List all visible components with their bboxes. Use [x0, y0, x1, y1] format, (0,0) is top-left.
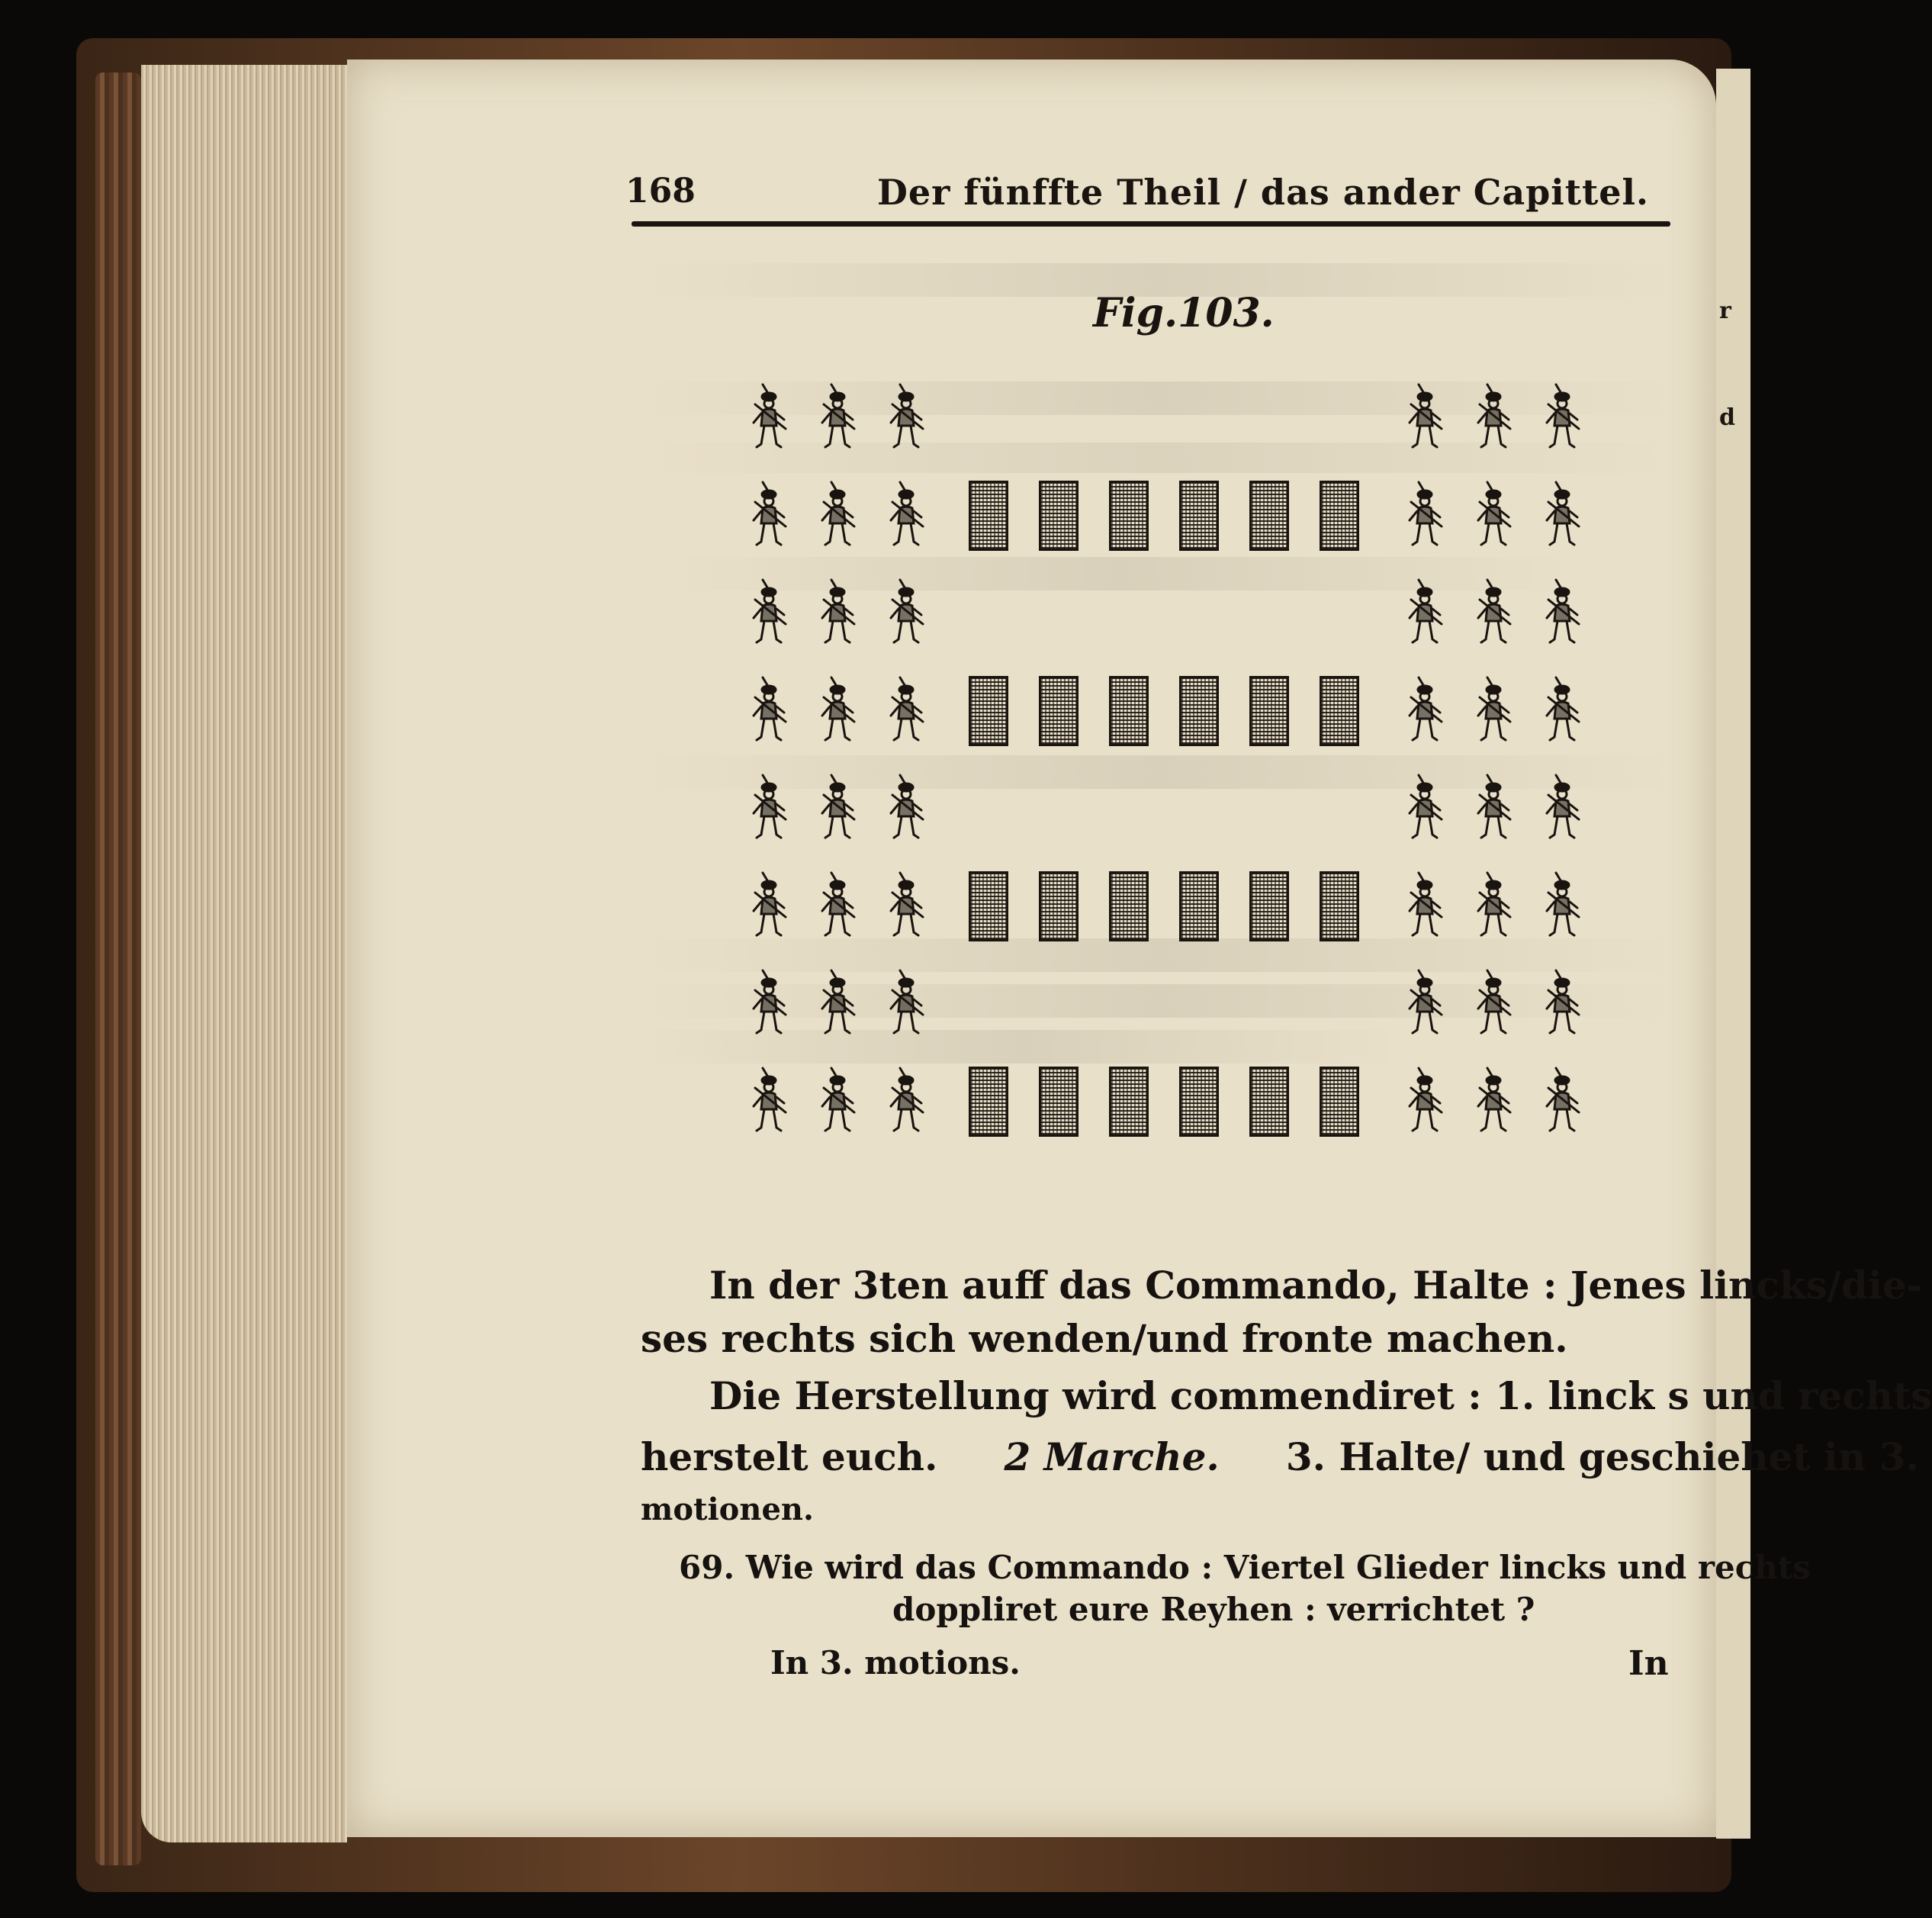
pike-block	[969, 481, 1008, 551]
question-69-line-2: doppliret eure Reyhen : verrichtet ?	[892, 1591, 1535, 1628]
pike-block	[1179, 676, 1219, 746]
musketeer-figure	[1403, 1065, 1446, 1134]
text-span: 3. Halte/ und geschiehet in 3.	[1285, 1434, 1919, 1479]
musketeer-figure	[1403, 577, 1446, 645]
musketeer-figure	[1541, 577, 1583, 645]
musketeer-figure	[1403, 772, 1446, 841]
running-head: Der fünffte Theil / das ander Capittel.	[877, 172, 1650, 213]
pike-block	[1109, 1067, 1149, 1137]
book-spine	[95, 72, 141, 1865]
musketeer-figure	[747, 381, 790, 450]
pike-block	[1039, 871, 1079, 941]
musketeer-figure	[885, 674, 927, 743]
formation-row	[747, 1065, 1586, 1134]
musketeer-figure	[747, 479, 790, 548]
header-rule	[632, 221, 1670, 227]
pike-block	[1109, 481, 1149, 551]
paragraph-1-line-1: In der 3ten auff das Commando, Halte : Jenes lincks/die-	[709, 1263, 1923, 1308]
pike-block	[1039, 1067, 1079, 1137]
musketeer-figure	[1403, 967, 1446, 1036]
paragraph-1-line-2: ses rechts sich wenden/und fronte machen.	[641, 1316, 1568, 1361]
formation-row	[747, 870, 1586, 938]
musketeer-figure	[816, 772, 859, 841]
pike-block	[1249, 676, 1289, 746]
pike-block	[1320, 871, 1359, 941]
page-edges	[141, 65, 347, 1842]
musketeer-figure	[816, 479, 859, 548]
musketeer-figure	[747, 870, 790, 938]
pike-block	[1320, 1067, 1359, 1137]
pike-block	[969, 676, 1008, 746]
pike-block	[1249, 1067, 1289, 1137]
musketeer-figure	[1541, 381, 1583, 450]
next-page-fragment: d	[1719, 404, 1735, 431]
next-page-fragment: r	[1719, 298, 1731, 324]
text-span: 2 Marche.	[1004, 1434, 1220, 1479]
musketeer-figure	[1472, 772, 1515, 841]
musketeer-figure	[747, 674, 790, 743]
musketeer-figure	[885, 1065, 927, 1134]
musketeer-figure	[1541, 674, 1583, 743]
musketeer-figure	[816, 1065, 859, 1134]
musketeer-figure	[1541, 1065, 1583, 1134]
musketeer-figure	[1472, 967, 1515, 1036]
musketeer-figure	[1472, 479, 1515, 548]
musketeer-figure	[1472, 381, 1515, 450]
pike-block	[969, 871, 1008, 941]
formation-row	[747, 772, 1586, 841]
musketeer-figure	[816, 870, 859, 938]
musketeer-figure	[1472, 674, 1515, 743]
musketeer-figure	[816, 381, 859, 450]
page-header	[625, 172, 1678, 225]
formation-row	[747, 674, 1586, 743]
pike-block	[1320, 676, 1359, 746]
catchword: In	[1628, 1644, 1669, 1683]
musketeer-figure	[1472, 577, 1515, 645]
pike-block	[1039, 481, 1079, 551]
musketeer-figure	[747, 1065, 790, 1134]
musketeer-figure	[885, 772, 927, 841]
formation-row	[747, 479, 1586, 548]
pike-block	[1179, 1067, 1219, 1137]
answer-line: In 3. motions.	[770, 1644, 1021, 1681]
figure-label: Fig.103.	[1093, 290, 1275, 336]
musketeer-figure	[885, 577, 927, 645]
formation-figure	[747, 381, 1586, 1144]
musketeer-figure	[1403, 674, 1446, 743]
musketeer-figure	[1472, 1065, 1515, 1134]
pike-block	[1039, 676, 1079, 746]
musketeer-figure	[747, 577, 790, 645]
pike-block	[1109, 871, 1149, 941]
musketeer-figure	[1541, 772, 1583, 841]
formation-row	[747, 381, 1586, 450]
musketeer-figure	[1541, 479, 1583, 548]
pike-block	[1249, 871, 1289, 941]
musketeer-figure	[1403, 870, 1446, 938]
pike-block	[1320, 481, 1359, 551]
pike-block	[969, 1067, 1008, 1137]
paragraph-2-line-2	[641, 1434, 1919, 1479]
text-span: herstelt euch.	[641, 1434, 938, 1479]
musketeer-figure	[1472, 870, 1515, 938]
question-69-line-1: 69. Wie wird das Commando : Viertel Glieder lincks und rechts	[679, 1549, 1811, 1586]
paragraph-2-line-1: Die Herstellung wird commendiret : 1. linck s und rechts	[709, 1373, 1932, 1418]
musketeer-figure	[816, 967, 859, 1036]
musketeer-figure	[816, 577, 859, 645]
musketeer-figure	[1541, 967, 1583, 1036]
pike-block	[1179, 481, 1219, 551]
pike-block	[1179, 871, 1219, 941]
musketeer-figure	[885, 967, 927, 1036]
musketeer-figure	[1403, 479, 1446, 548]
musketeer-figure	[885, 870, 927, 938]
musketeer-figure	[885, 381, 927, 450]
musketeer-figure	[747, 967, 790, 1036]
page-number: 168	[625, 172, 696, 211]
pike-block	[1109, 676, 1149, 746]
paragraph-2-line-3: motionen.	[641, 1492, 814, 1527]
musketeer-figure	[885, 479, 927, 548]
musketeer-figure	[1403, 381, 1446, 450]
formation-row	[747, 577, 1586, 645]
pike-block	[1249, 481, 1289, 551]
musketeer-figure	[1541, 870, 1583, 938]
musketeer-figure	[816, 674, 859, 743]
musketeer-figure	[747, 772, 790, 841]
formation-row	[747, 967, 1586, 1036]
